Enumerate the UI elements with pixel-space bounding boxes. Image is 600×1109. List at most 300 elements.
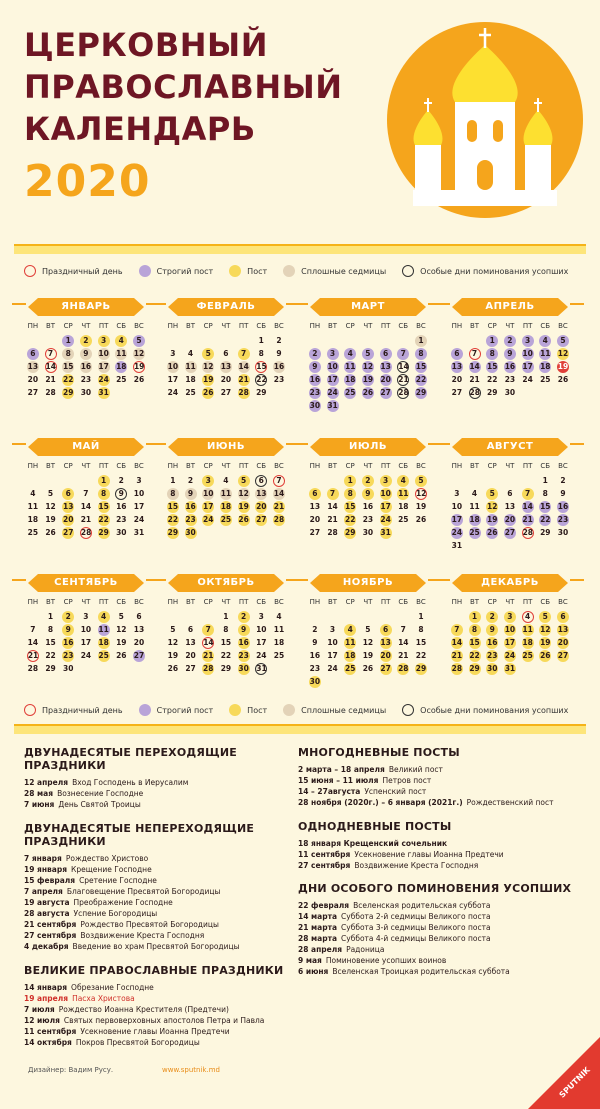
day-cell — [164, 360, 182, 373]
weekday-label: СБ — [256, 322, 267, 330]
month-label: МАРТ — [320, 298, 416, 316]
day-cell — [501, 662, 519, 675]
day-number: 27 — [133, 650, 145, 660]
day-number: 26 — [362, 387, 374, 397]
day-number: 1 — [170, 475, 176, 485]
day-number: 3 — [98, 335, 110, 347]
day-cell — [324, 386, 342, 399]
day-number: 21 — [80, 514, 92, 524]
day-cell — [394, 649, 412, 662]
day-number: 25 — [116, 374, 127, 384]
day-number: 2 — [187, 475, 194, 485]
day-cell — [536, 334, 554, 347]
day-cell — [412, 610, 430, 623]
day-number: 6 — [380, 624, 392, 636]
row-text: Благовещение Пресвятой Богородицы — [66, 887, 221, 896]
day-number: 22 — [45, 650, 56, 660]
day-number: 30 — [487, 663, 498, 673]
day-number: 14 — [522, 501, 533, 511]
weekday-label: ВТ — [185, 462, 196, 470]
day-number: 11 — [398, 488, 409, 498]
day-cell — [95, 373, 113, 386]
day-cell — [164, 347, 182, 360]
day-cell — [501, 487, 519, 500]
day-cell — [77, 347, 95, 360]
day-cell — [377, 513, 395, 526]
day-number: 14 — [273, 488, 285, 498]
weekday-label: ЧТ — [81, 322, 91, 330]
weekday-label: ПН — [309, 322, 321, 330]
day-cell — [199, 487, 217, 500]
weekday-label: ВТ — [327, 598, 338, 606]
day-number: 1 — [344, 475, 356, 487]
day-number: 9 — [560, 488, 566, 498]
row-date: 12 июля — [24, 1016, 60, 1025]
section-row — [24, 982, 284, 993]
weekday-label: СР — [63, 598, 73, 606]
day-number: 20 — [220, 374, 232, 384]
empty-cell — [377, 334, 395, 347]
day-cell — [554, 636, 572, 649]
day-number: 8 — [344, 488, 356, 500]
day-cell — [448, 526, 466, 539]
day-cell — [306, 487, 324, 500]
weekday-label: ПТ — [522, 462, 533, 470]
weekday-label: СБ — [540, 598, 551, 606]
day-cell — [199, 360, 217, 373]
day-cell — [554, 347, 572, 360]
empty-cell — [42, 474, 60, 487]
day-cell — [359, 373, 377, 386]
day-cell — [24, 347, 42, 360]
day-number: 23 — [185, 514, 196, 524]
day-cell — [536, 373, 554, 386]
weekday-label: ПН — [167, 462, 179, 470]
day-number: 28 — [273, 514, 285, 524]
days-grid — [24, 334, 148, 399]
day-number: 12 — [540, 624, 551, 634]
weekday-label: ВС — [558, 462, 568, 470]
day-cell — [235, 360, 253, 373]
weekday-label: ПТ — [522, 598, 533, 606]
day-cell — [217, 487, 235, 500]
empty-cell — [519, 474, 537, 487]
weekday-label: ВС — [558, 598, 568, 606]
weekday-label: СБ — [256, 598, 267, 606]
day-number: 6 — [380, 348, 392, 360]
day-cell — [95, 513, 113, 526]
empty-cell — [182, 610, 200, 623]
day-number: 5 — [415, 475, 427, 487]
empty-cell — [235, 334, 253, 347]
day-cell — [394, 487, 412, 500]
day-cell — [483, 610, 501, 623]
day-number: 9 — [309, 361, 321, 373]
day-cell — [448, 386, 466, 399]
month-calendar — [306, 574, 430, 688]
day-number: 30 — [80, 387, 92, 397]
day-number: 8 — [47, 624, 54, 634]
day-number: 19 — [540, 637, 551, 647]
section-great-feasts — [24, 964, 284, 1048]
weekday-header — [24, 598, 148, 606]
day-number: 20 — [557, 637, 569, 647]
weekday-label: СБ — [116, 598, 127, 606]
row-date: 28 марта — [298, 934, 338, 943]
day-number: 16 — [238, 637, 249, 647]
day-number: 14 — [398, 637, 409, 647]
month-label: АПРЕЛЬ — [462, 298, 558, 316]
row-date: 15 июня – 11 июля — [298, 776, 379, 785]
day-number: 16 — [362, 501, 374, 511]
month-label: ИЮЛЬ — [320, 438, 416, 456]
day-number: 13 — [380, 361, 391, 371]
day-number: 24 — [203, 514, 214, 524]
day-number: 8 — [167, 488, 179, 500]
row-text: Рождественский пост — [466, 798, 554, 807]
day-number: 15 — [469, 637, 480, 647]
day-cell — [77, 360, 95, 373]
day-cell — [252, 474, 270, 487]
continuous-week-swatch-icon — [283, 265, 295, 277]
weekday-label: ВТ — [327, 462, 338, 470]
day-number: 10 — [80, 624, 92, 634]
empty-cell — [182, 334, 200, 347]
day-number: 29 — [415, 387, 427, 397]
day-cell — [235, 610, 253, 623]
day-number: 24 — [133, 514, 145, 524]
day-number: 29 — [540, 527, 551, 537]
month-calendar — [448, 438, 572, 552]
row-text: Вознесение Господне — [57, 789, 144, 798]
weekday-label: СБ — [398, 322, 409, 330]
day-number: 12 — [167, 637, 179, 647]
day-cell — [324, 662, 342, 675]
day-cell — [270, 360, 288, 373]
day-cell — [359, 649, 377, 662]
day-cell — [112, 487, 130, 500]
section-row — [24, 1026, 284, 1037]
section-row — [24, 853, 284, 864]
day-number: 1 — [418, 611, 424, 621]
holiday-swatch-icon — [24, 704, 36, 716]
row-text: Пасха Христова — [72, 994, 135, 1003]
weekday-label: ВС — [416, 598, 426, 606]
day-cell — [95, 347, 113, 360]
weekday-header — [306, 598, 430, 606]
day-number: 18 — [469, 514, 480, 524]
day-cell — [182, 623, 200, 636]
weekday-label: СР — [345, 322, 355, 330]
day-number: 18 — [27, 514, 39, 524]
row-text: Рождество Пресвятой Богородицы — [80, 920, 219, 929]
empty-cell — [164, 610, 182, 623]
weekday-label: ПН — [309, 462, 321, 470]
row-date: 14 января — [24, 983, 68, 992]
day-number: 26 — [540, 650, 551, 660]
weekday-label: ЧТ — [363, 462, 373, 470]
day-cell — [466, 386, 484, 399]
weekday-label: ВТ — [469, 598, 480, 606]
day-cell — [77, 513, 95, 526]
day-cell — [252, 623, 270, 636]
weekday-label: ЧТ — [505, 322, 515, 330]
day-cell — [501, 500, 519, 513]
day-number: 16 — [309, 650, 321, 660]
day-cell — [466, 513, 484, 526]
weekday-label: ВТ — [185, 322, 196, 330]
weekday-label: СБ — [398, 462, 409, 470]
day-cell — [24, 373, 42, 386]
day-cell — [554, 373, 572, 386]
day-cell — [554, 487, 572, 500]
day-cell — [95, 649, 113, 662]
day-cell — [270, 610, 288, 623]
day-number: 26 — [203, 387, 214, 397]
month-calendar — [24, 574, 148, 675]
day-cell — [270, 373, 288, 386]
month-label: НОЯБРЬ — [320, 574, 416, 592]
day-cell — [501, 360, 519, 373]
day-cell — [554, 649, 572, 662]
days-grid — [164, 474, 288, 539]
day-cell — [252, 649, 270, 662]
day-cell — [164, 526, 182, 539]
day-number: 30 — [63, 663, 74, 673]
top-separator-bar — [14, 244, 586, 254]
weekday-label: СБ — [540, 322, 551, 330]
day-number: 26 — [238, 514, 249, 524]
weekday-label: ПН — [27, 598, 39, 606]
day-cell — [77, 500, 95, 513]
day-cell — [448, 373, 466, 386]
day-cell — [59, 662, 77, 675]
day-number: 3 — [454, 488, 460, 498]
day-cell — [359, 474, 377, 487]
day-cell — [412, 347, 430, 360]
empty-cell — [164, 334, 182, 347]
day-cell — [130, 636, 148, 649]
day-number: 22 — [220, 650, 232, 660]
weekday-label: ЧТ — [221, 598, 231, 606]
day-number: 19 — [238, 501, 249, 511]
day-number: 7 — [30, 624, 36, 634]
day-number: 4 — [115, 335, 127, 347]
day-number: 27 — [309, 527, 321, 537]
day-number: 4 — [397, 475, 409, 487]
day-number: 8 — [469, 624, 481, 636]
day-number: 30 — [238, 663, 249, 673]
days-grid — [448, 334, 572, 399]
empty-cell — [77, 474, 95, 487]
day-number: 30 — [504, 387, 516, 397]
empty-cell — [483, 474, 501, 487]
day-cell — [130, 487, 148, 500]
day-number: 7 — [451, 624, 463, 636]
day-number: 10 — [522, 348, 533, 358]
day-cell — [359, 487, 377, 500]
empty-cell — [217, 334, 235, 347]
row-date: 27 сентября — [24, 931, 77, 940]
day-cell — [182, 347, 200, 360]
day-number: 4 — [98, 611, 110, 623]
day-number: 17 — [167, 374, 179, 384]
day-number: 9 — [80, 348, 92, 360]
day-number: 2 — [62, 611, 74, 623]
day-number: 2 — [560, 475, 566, 485]
day-cell — [59, 623, 77, 636]
day-number: 15 — [167, 501, 179, 511]
day-number: 31 — [380, 527, 391, 537]
weekday-label: ЧТ — [363, 322, 373, 330]
section-row — [298, 911, 588, 922]
day-number: 20 — [63, 514, 74, 524]
empty-cell — [324, 334, 342, 347]
day-number: 7 — [327, 488, 339, 500]
day-cell — [466, 623, 484, 636]
day-number: 15 — [256, 361, 267, 371]
empty-cell — [306, 474, 324, 487]
day-number: 20 — [133, 637, 145, 647]
day-number: 30 — [557, 527, 569, 537]
section-row — [298, 849, 588, 860]
days-grid — [164, 610, 288, 675]
day-number: 5 — [47, 488, 54, 498]
weekday-label: ВС — [134, 322, 144, 330]
day-number: 22 — [345, 514, 356, 524]
day-number: 21 — [27, 650, 39, 660]
day-number: 14 — [398, 361, 409, 371]
day-number: 11 — [116, 348, 127, 358]
row-date: 2 марта – 18 апреля — [298, 765, 385, 774]
month-calendar — [306, 438, 430, 539]
row-text: Великий пост — [388, 765, 443, 774]
weekday-label: ПН — [27, 322, 39, 330]
legend-continuous-label: Сплошные седмицы — [301, 266, 387, 276]
day-number: 19 — [167, 650, 179, 660]
day-number: 28 — [398, 387, 409, 397]
month-label: ИЮНЬ — [178, 438, 274, 456]
row-date: 22 февраля — [298, 901, 350, 910]
weekday-label: СР — [487, 462, 497, 470]
day-cell — [270, 623, 288, 636]
day-cell — [24, 360, 42, 373]
day-cell — [95, 526, 113, 539]
day-cell — [412, 623, 430, 636]
month-label: МАЙ — [38, 438, 134, 456]
weekday-header — [164, 322, 288, 330]
row-text: Воздвижение Креста Господня — [354, 861, 479, 870]
day-cell — [536, 636, 554, 649]
empty-cell — [377, 610, 395, 623]
day-number: 25 — [469, 527, 480, 537]
row-text: День Святой Троицы — [58, 800, 141, 809]
section-row — [24, 1015, 284, 1026]
day-cell — [77, 386, 95, 399]
day-cell — [412, 360, 430, 373]
section-row — [24, 941, 284, 952]
day-number: 25 — [98, 650, 109, 660]
day-cell — [164, 649, 182, 662]
day-cell — [182, 474, 200, 487]
day-number: 15 — [540, 501, 551, 511]
day-cell — [130, 347, 148, 360]
day-cell — [324, 623, 342, 636]
day-number: 27 — [557, 650, 569, 660]
day-number: 29 — [45, 663, 56, 673]
day-cell — [306, 373, 324, 386]
weekday-label: СБ — [116, 322, 127, 330]
day-cell — [554, 623, 572, 636]
empty-cell — [501, 474, 519, 487]
day-number: 30 — [185, 527, 196, 537]
site-link[interactable]: www.sputnik.md — [162, 1066, 220, 1074]
day-cell — [59, 526, 77, 539]
day-number: 4 — [30, 488, 36, 498]
day-number: 10 — [203, 488, 214, 498]
weekday-label: ПТ — [238, 462, 249, 470]
day-number: 30 — [362, 527, 374, 537]
day-number: 11 — [220, 488, 232, 498]
day-number: 27 — [380, 387, 391, 397]
day-cell — [412, 334, 430, 347]
strict-fast-swatch-icon — [139, 704, 151, 716]
day-cell — [270, 649, 288, 662]
day-number: 23 — [557, 514, 569, 524]
day-cell — [199, 636, 217, 649]
day-cell — [182, 513, 200, 526]
weekday-label: ПН — [309, 598, 321, 606]
month-label: ФЕВРАЛЬ — [178, 298, 274, 316]
day-cell — [501, 334, 519, 347]
day-cell — [217, 500, 235, 513]
row-text: Крещение Господне — [71, 865, 152, 874]
day-cell — [77, 610, 95, 623]
day-number: 16 — [80, 361, 92, 371]
day-number: 15 — [345, 501, 356, 511]
row-text: Преображение Господне — [73, 898, 173, 907]
day-number: 27 — [63, 527, 74, 537]
day-cell — [306, 649, 324, 662]
day-number: 26 — [116, 650, 127, 660]
day-cell — [112, 526, 130, 539]
day-cell — [448, 487, 466, 500]
weekday-label: ПТ — [380, 322, 391, 330]
day-number: 6 — [62, 488, 74, 500]
day-cell — [24, 636, 42, 649]
day-cell — [42, 526, 60, 539]
day-number: 5 — [118, 611, 124, 621]
day-cell — [24, 662, 42, 675]
day-cell — [42, 360, 60, 373]
day-number: 11 — [185, 361, 196, 371]
day-number: 3 — [329, 624, 336, 634]
day-cell — [182, 662, 200, 675]
day-number: 7 — [45, 348, 57, 360]
day-cell — [466, 360, 484, 373]
day-number: 23 — [80, 374, 92, 384]
legend-strict-label: Строгий пост — [156, 705, 214, 715]
day-number: 17 — [327, 650, 338, 660]
weekday-header — [448, 322, 572, 330]
day-number: 13 — [504, 501, 516, 511]
day-number: 4 — [344, 624, 356, 636]
day-number: 5 — [362, 348, 374, 360]
day-number: 25 — [273, 650, 285, 660]
day-cell — [306, 399, 324, 412]
day-cell — [130, 513, 148, 526]
day-cell — [252, 386, 270, 399]
